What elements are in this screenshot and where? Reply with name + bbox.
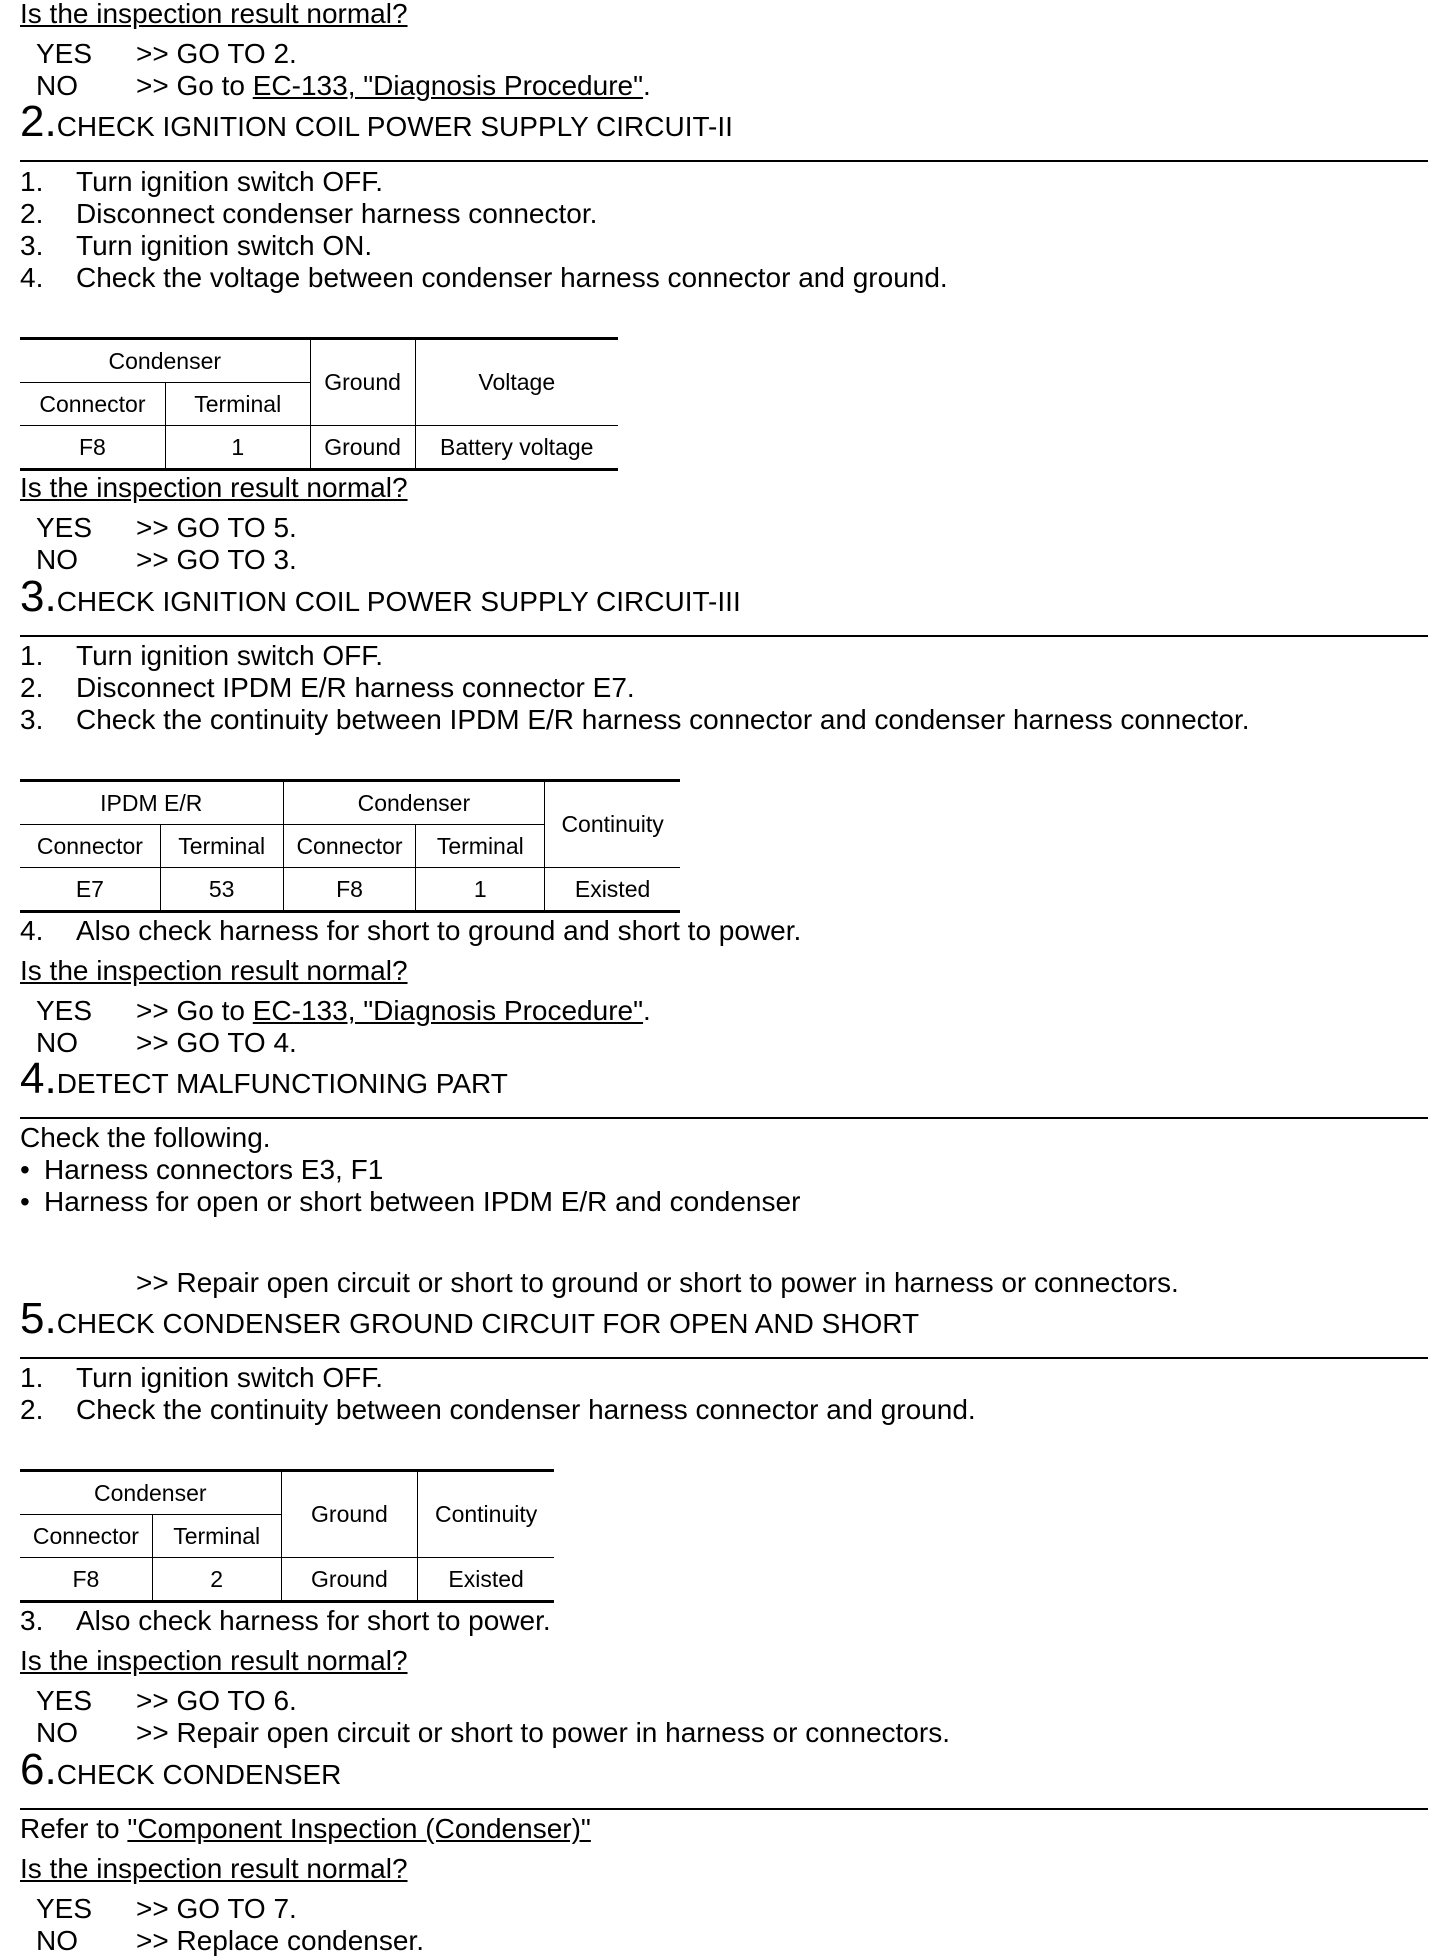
step-6-heading: 6.CHECK CONDENSER (20, 1745, 342, 1794)
header-ground: Ground (281, 1471, 418, 1558)
link-component-inspection[interactable]: "Component Inspection (Condenser)" (127, 1813, 591, 1844)
answer-no: NO >> Go to EC-133, "Diagnosis Procedure". (36, 70, 651, 101)
header-connector: Connector (283, 825, 416, 868)
answer-no: NO >> Repair open circuit or short to power in harness or connectors. (36, 1717, 950, 1748)
divider (20, 1808, 1428, 1810)
table-cell: 53 (160, 868, 283, 912)
question-normal: Is the inspection result normal? (20, 1645, 408, 1676)
table-cell: F8 (20, 426, 165, 470)
table-cell: Ground (310, 426, 415, 470)
header-connector: Connector (20, 1515, 152, 1558)
table-cell: E7 (20, 868, 160, 912)
table-cell: 1 (416, 868, 545, 912)
answer-yes: YES >> GO TO 7. (36, 1893, 297, 1924)
table-cell: Existed (418, 1558, 554, 1602)
header-connector: Connector (20, 825, 160, 868)
divider (20, 1357, 1428, 1359)
list-item: 1. Turn ignition switch OFF. (20, 640, 384, 671)
question-normal: Is the inspection result normal? (20, 1853, 408, 1884)
intro-text: Check the following. (20, 1122, 271, 1153)
header-condenser: Condenser (20, 1471, 281, 1515)
header-continuity: Continuity (418, 1471, 554, 1558)
answer-yes: YES >> GO TO 6. (36, 1685, 297, 1716)
table-cell: Ground (281, 1558, 418, 1602)
link-ec133[interactable]: EC-133, "Diagnosis Procedure" (252, 70, 644, 101)
header-terminal: Terminal (165, 383, 310, 426)
table-cell: 2 (152, 1558, 281, 1602)
voltage-table (20, 337, 618, 471)
header-voltage: Voltage (415, 339, 618, 426)
header-condenser: Condenser (283, 781, 545, 825)
bullet-item: • Harness connectors E3, F1 (20, 1154, 384, 1185)
answer-no: NO >> GO TO 3. (36, 544, 297, 575)
header-continuity: Continuity (545, 781, 680, 868)
step-4-heading: 4.DETECT MALFUNCTIONING PART (20, 1054, 508, 1103)
answer-yes: YES >> GO TO 5. (36, 512, 297, 543)
header-terminal: Terminal (160, 825, 283, 868)
answer-no: NO >> Replace condenser. (36, 1925, 424, 1956)
table-cell: F8 (20, 1558, 152, 1602)
header-ground: Ground (310, 339, 415, 426)
answer-yes: YES >> Go to EC-133, "Diagnosis Procedure". (36, 995, 651, 1026)
header-ipdm: IPDM E/R (20, 781, 283, 825)
continuity-table (20, 779, 680, 913)
list-item: 4. Also check harness for short to ground and short to power. (20, 915, 802, 946)
table-cell: F8 (283, 868, 416, 912)
divider (20, 160, 1428, 162)
question-normal: Is the inspection result normal? (20, 955, 408, 986)
header-terminal: Terminal (152, 1515, 281, 1558)
link-ec133[interactable]: EC-133, "Diagnosis Procedure" (252, 995, 644, 1026)
list-item: 4. Check the voltage between condenser harness connector and ground. (20, 262, 948, 293)
list-item: 1. Turn ignition switch OFF. (20, 1362, 384, 1393)
list-item: 1. Turn ignition switch OFF. (20, 166, 384, 197)
ground-continuity-table (20, 1469, 554, 1603)
question-normal: Is the inspection result normal? (20, 0, 408, 29)
step-3-heading: 3.CHECK IGNITION COIL POWER SUPPLY CIRCUIT-III (20, 572, 741, 621)
list-item: 2. Disconnect IPDM E/R harness connector E7. (20, 672, 635, 703)
answer-yes: YES >> GO TO 2. (36, 38, 297, 69)
question-normal: Is the inspection result normal? (20, 472, 408, 503)
repair-action: >> Repair open circuit or short to ground or short to power in harness or connectors. (136, 1267, 1179, 1298)
table-cell: Existed (545, 868, 680, 912)
header-connector: Connector (20, 383, 165, 426)
step-5-heading: 5.CHECK CONDENSER GROUND CIRCUIT FOR OPEN AND SHORT (20, 1294, 920, 1343)
bullet-item: • Harness for open or short between IPDM E/R and condenser (20, 1186, 801, 1217)
list-item: 2. Disconnect condenser harness connector. (20, 198, 598, 229)
step-2-heading: 2.CHECK IGNITION COIL POWER SUPPLY CIRCUIT-II (20, 97, 733, 146)
header-condenser: Condenser (20, 339, 310, 383)
table-cell: Battery voltage (415, 426, 618, 470)
divider (20, 635, 1428, 637)
divider (20, 1117, 1428, 1119)
list-item: 3. Turn ignition switch ON. (20, 230, 373, 261)
refer-text: Refer to "Component Inspection (Condenser)" (20, 1813, 591, 1844)
answer-no: NO >> GO TO 4. (36, 1027, 297, 1058)
table-cell: 1 (165, 426, 310, 470)
list-item: 2. Check the continuity between condenser harness connector and ground. (20, 1394, 976, 1425)
header-terminal: Terminal (416, 825, 545, 868)
list-item: 3. Check the continuity between IPDM E/R harness connector and condenser harness connector. (20, 704, 1250, 735)
list-item: 3. Also check harness for short to power. (20, 1605, 551, 1636)
